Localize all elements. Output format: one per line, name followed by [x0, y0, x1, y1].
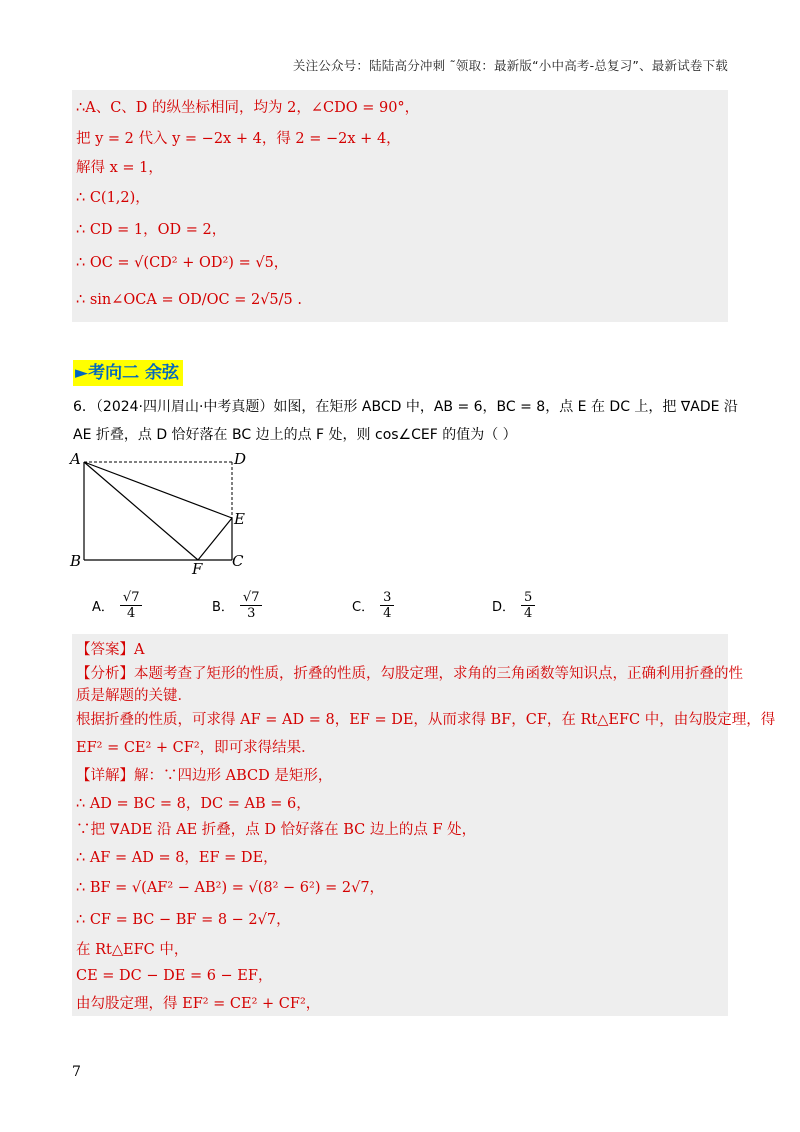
detail-line: ∴ AF = AD = 8，EF = DE，	[76, 850, 278, 866]
fold-ae	[84, 462, 232, 518]
detail-line: CE = DC − DE = 6 − EF，	[76, 968, 273, 984]
solution-line: ∴ C(1,2)，	[76, 190, 150, 206]
fold-fe	[198, 518, 232, 560]
detail-line: ∴ CF = BC − BF = 8 − 2√7，	[76, 912, 291, 928]
detail-line: ∴ AD = BC = 8，DC = AB = 6，	[76, 796, 311, 812]
option-letter: D．	[492, 600, 516, 615]
label-b: B	[70, 552, 82, 570]
question-line: 6．（2024·四川眉山·中考真题）如图，在矩形 ABCD 中，AB = 6，BC = 8，点 E 在 DC 上，把 ∇ADE 沿	[73, 399, 738, 415]
label-c: C	[232, 552, 244, 570]
detail-line: 【详解】解：∵四边形 ABCD 是矩形，	[76, 768, 333, 784]
option-fraction: $\frac{√7}{4}$	[120, 590, 143, 621]
page-header: 关注公众号：陆陆高分冲刺 ˜领取：最新版“小中高考-总复习”、最新试卷下载	[292, 58, 728, 73]
label-d: D	[234, 450, 247, 468]
question-line: AE 折叠，点 D 恰好落在 BC 边上的点 F 处，则 cos∠CEF 的值为（ ）	[73, 427, 517, 443]
answer-line: 【答案】A	[76, 642, 145, 658]
detail-line: ∴ BF = √(AF² − AB²) = √(8² − 6²) = 2√7，	[76, 880, 385, 896]
solution-line: ∴ sin∠OCA = OD/OC = 2√5/5 .	[76, 292, 302, 308]
solution-line: 把 y = 2 代入 y = −2x + 4，得 2 = −2x + 4，	[76, 131, 401, 147]
detail-line: 由勾股定理，得 EF² = CE² + CF²，	[76, 996, 321, 1012]
option-b[interactable]	[212, 590, 262, 621]
option-letter: A．	[92, 600, 114, 615]
label-f: F	[192, 560, 203, 578]
page-number: 7	[72, 1064, 81, 1080]
option-letter: B．	[212, 600, 234, 615]
section-title: ►考向二 余弦	[73, 360, 183, 386]
option-fraction: $\frac{3}{4}$	[380, 590, 394, 621]
detail-line: 在 Rt△EFC 中，	[76, 942, 189, 958]
solution-line: ∴ CD = 1，OD = 2，	[76, 222, 227, 238]
solution-line: ∴A、C、D 的纵坐标相同，均为 2，∠CDO = 90°，	[76, 100, 420, 116]
analysis-line: 根据折叠的性质，可求得 AF = AD = 8，EF = DE，从而求得 BF，CF，在 Rt△EFC 中，由勾股定理，得	[76, 712, 776, 728]
geometry-figure	[68, 448, 258, 578]
option-fraction: $\frac{5}{4}$	[521, 590, 535, 621]
option-fraction: $\frac{√7}{3}$	[240, 590, 263, 621]
option-a[interactable]	[92, 590, 142, 621]
analysis-line: 【分析】本题考查了矩形的性质，折叠的性质，勾股定理，求角的三角函数等知识点，正确利用折叠的性	[76, 666, 743, 682]
solution-line: 解得 x = 1，	[76, 160, 163, 176]
solution-line: ∴ OC = √(CD² + OD²) = √5，	[76, 255, 289, 271]
option-c[interactable]	[352, 590, 394, 621]
option-letter: C．	[352, 600, 375, 615]
solution-box-top	[72, 90, 728, 322]
fold-af	[84, 462, 198, 560]
label-e: E	[234, 510, 245, 528]
detail-line: ∵把 ∇ADE 沿 AE 折叠，点 D 恰好落在 BC 边上的点 F 处，	[76, 822, 477, 838]
option-d[interactable]	[492, 590, 535, 621]
label-a: A	[70, 450, 81, 468]
analysis-line: EF² = CE² + CF²，即可求得结果．	[76, 740, 316, 756]
analysis-line: 质是解题的关键．	[76, 688, 192, 704]
